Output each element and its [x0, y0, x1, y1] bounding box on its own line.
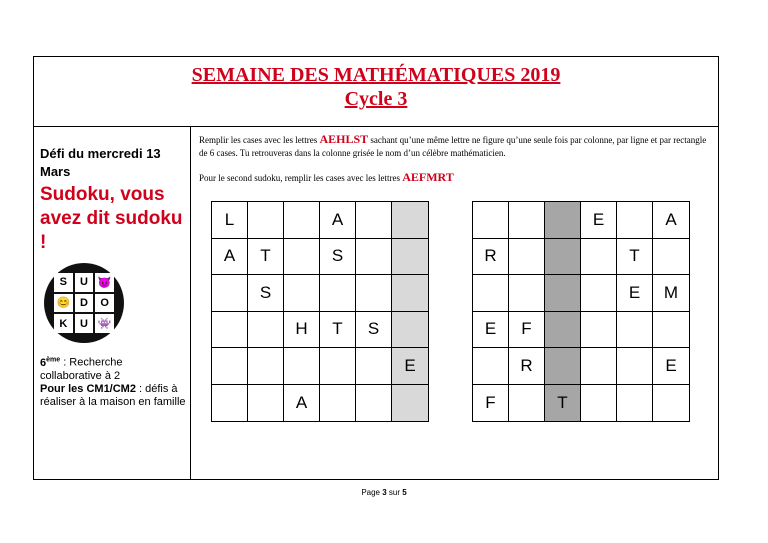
sudoku-cell[interactable]: [212, 312, 248, 349]
sudoku-grid-1: [211, 201, 429, 422]
left-column: [34, 127, 191, 479]
logo-cell: 👾: [95, 314, 114, 333]
sudoku-cell[interactable]: [617, 348, 653, 385]
page-subtitle: Cycle 3: [344, 88, 408, 110]
logo-cell: 😊: [54, 294, 73, 313]
sudoku-cell[interactable]: [284, 275, 320, 312]
sudoku-cell[interactable]: [473, 275, 509, 312]
sudoku-cell[interactable]: [248, 312, 284, 349]
level-text: : Recherche collaborative à 2: [40, 356, 123, 382]
challenge-title: Sudoku, vous avez dit sudoku !: [40, 184, 183, 253]
sudoku-cell[interactable]: S: [320, 239, 356, 276]
page-footer: Page 3 sur 5: [361, 488, 407, 497]
letters-2: AEFMRT: [402, 170, 454, 184]
sudoku-cell[interactable]: [392, 202, 428, 239]
sudoku-cell[interactable]: M: [653, 275, 689, 312]
logo-cell: O: [95, 294, 114, 313]
instructions-2: Pour le second sudoku, remplir les cases avec les lettres AEFMRT: [199, 170, 454, 184]
sudoku-cell[interactable]: [356, 348, 392, 385]
sudoku-cell[interactable]: [320, 275, 356, 312]
sudoku-logo-grid: [54, 273, 114, 333]
sudoku-cell[interactable]: [356, 275, 392, 312]
sudoku-cell[interactable]: [248, 202, 284, 239]
sudoku-cell[interactable]: [509, 202, 545, 239]
sudoku-cell[interactable]: [284, 202, 320, 239]
sudoku-cell[interactable]: [284, 239, 320, 276]
sudoku-cell[interactable]: [653, 312, 689, 349]
sudoku-cell[interactable]: T: [320, 312, 356, 349]
sudoku-cell[interactable]: R: [473, 239, 509, 276]
sudoku-cell[interactable]: L: [212, 202, 248, 239]
sudoku-cell[interactable]: E: [581, 202, 617, 239]
sudoku-cell[interactable]: [581, 348, 617, 385]
sudoku-cell[interactable]: S: [356, 312, 392, 349]
sudoku-cell[interactable]: [356, 202, 392, 239]
sudoku-cell[interactable]: [473, 348, 509, 385]
audience-note: [40, 353, 186, 409]
sudoku-cell[interactable]: [473, 202, 509, 239]
sudoku-cell[interactable]: E: [617, 275, 653, 312]
sudoku-logo: [44, 263, 124, 343]
right-column: [191, 127, 718, 479]
sudoku-cell[interactable]: [581, 275, 617, 312]
sudoku-cell[interactable]: [581, 239, 617, 276]
cm-label: Pour les CM1/CM2: [40, 382, 136, 395]
sudoku-cell[interactable]: [581, 385, 617, 422]
sudoku-cell[interactable]: [653, 385, 689, 422]
sudoku-grid-2: [472, 201, 690, 422]
sudoku-cell[interactable]: A: [212, 239, 248, 276]
sudoku-cell[interactable]: T: [545, 385, 581, 422]
page-frame: [33, 56, 719, 480]
sudoku-cell[interactable]: [581, 312, 617, 349]
sudoku-cell[interactable]: T: [617, 239, 653, 276]
page-title: SEMAINE DES MATHÉMATIQUES 2019: [191, 64, 561, 86]
sudoku-cell[interactable]: [617, 312, 653, 349]
sudoku-cell[interactable]: F: [509, 312, 545, 349]
sudoku-cell[interactable]: [545, 239, 581, 276]
sudoku-cell[interactable]: [392, 239, 428, 276]
sudoku-cell[interactable]: [617, 385, 653, 422]
sudoku-cell[interactable]: E: [392, 348, 428, 385]
sudoku-cell[interactable]: [212, 385, 248, 422]
sudoku-cell[interactable]: A: [284, 385, 320, 422]
sudoku-cell[interactable]: A: [653, 202, 689, 239]
sudoku-cell[interactable]: A: [320, 202, 356, 239]
sudoku-cell[interactable]: [212, 348, 248, 385]
sudoku-cell[interactable]: F: [473, 385, 509, 422]
sudoku-cell[interactable]: [320, 385, 356, 422]
sudoku-cell[interactable]: [509, 275, 545, 312]
sudoku-cell[interactable]: [248, 348, 284, 385]
sudoku-cell[interactable]: R: [509, 348, 545, 385]
sudoku-cell[interactable]: [545, 312, 581, 349]
sudoku-cell[interactable]: [392, 385, 428, 422]
sudoku-cell[interactable]: [509, 239, 545, 276]
instructions-1: Remplir les cases avec les lettres AEHLST sachant qu’une même lettre ne figure qu’une seule fois par colonne, par ligne et par rectangle de 6 cases. Tu retrouveras dans la colonne grisée le nom d’un célèbre mathématicien.: [199, 132, 707, 158]
logo-cell: K: [54, 314, 73, 333]
cm-text: : défis à réaliser à la maison en famille: [40, 382, 186, 408]
sudoku-cell[interactable]: [284, 348, 320, 385]
sudoku-cell[interactable]: S: [248, 275, 284, 312]
challenge-date: Défi du mercredi 13 Mars: [40, 146, 161, 179]
sudoku-cell[interactable]: [653, 239, 689, 276]
sudoku-cell[interactable]: E: [473, 312, 509, 349]
sudoku-cell[interactable]: [320, 348, 356, 385]
sudoku-cell[interactable]: [509, 385, 545, 422]
sudoku-cell[interactable]: [545, 202, 581, 239]
level-label: 6ème: [40, 356, 61, 369]
sudoku-cell[interactable]: [356, 385, 392, 422]
sudoku-cell[interactable]: E: [653, 348, 689, 385]
logo-cell: 😈: [95, 273, 114, 292]
logo-cell: S: [54, 273, 73, 292]
logo-cell: D: [75, 294, 94, 313]
sudoku-cell[interactable]: T: [248, 239, 284, 276]
logo-cell: U: [75, 314, 94, 333]
sudoku-cell[interactable]: [248, 385, 284, 422]
sudoku-cell[interactable]: [545, 348, 581, 385]
sudoku-cell[interactable]: [545, 275, 581, 312]
sudoku-cell[interactable]: [392, 275, 428, 312]
sudoku-cell[interactable]: [212, 275, 248, 312]
sudoku-cell[interactable]: H: [284, 312, 320, 349]
logo-cell: U: [75, 273, 94, 292]
sudoku-cell[interactable]: [617, 202, 653, 239]
sudoku-cell[interactable]: [356, 239, 392, 276]
letters-1: AEHLST: [319, 132, 369, 146]
sudoku-cell[interactable]: [392, 312, 428, 349]
header: [34, 57, 718, 127]
